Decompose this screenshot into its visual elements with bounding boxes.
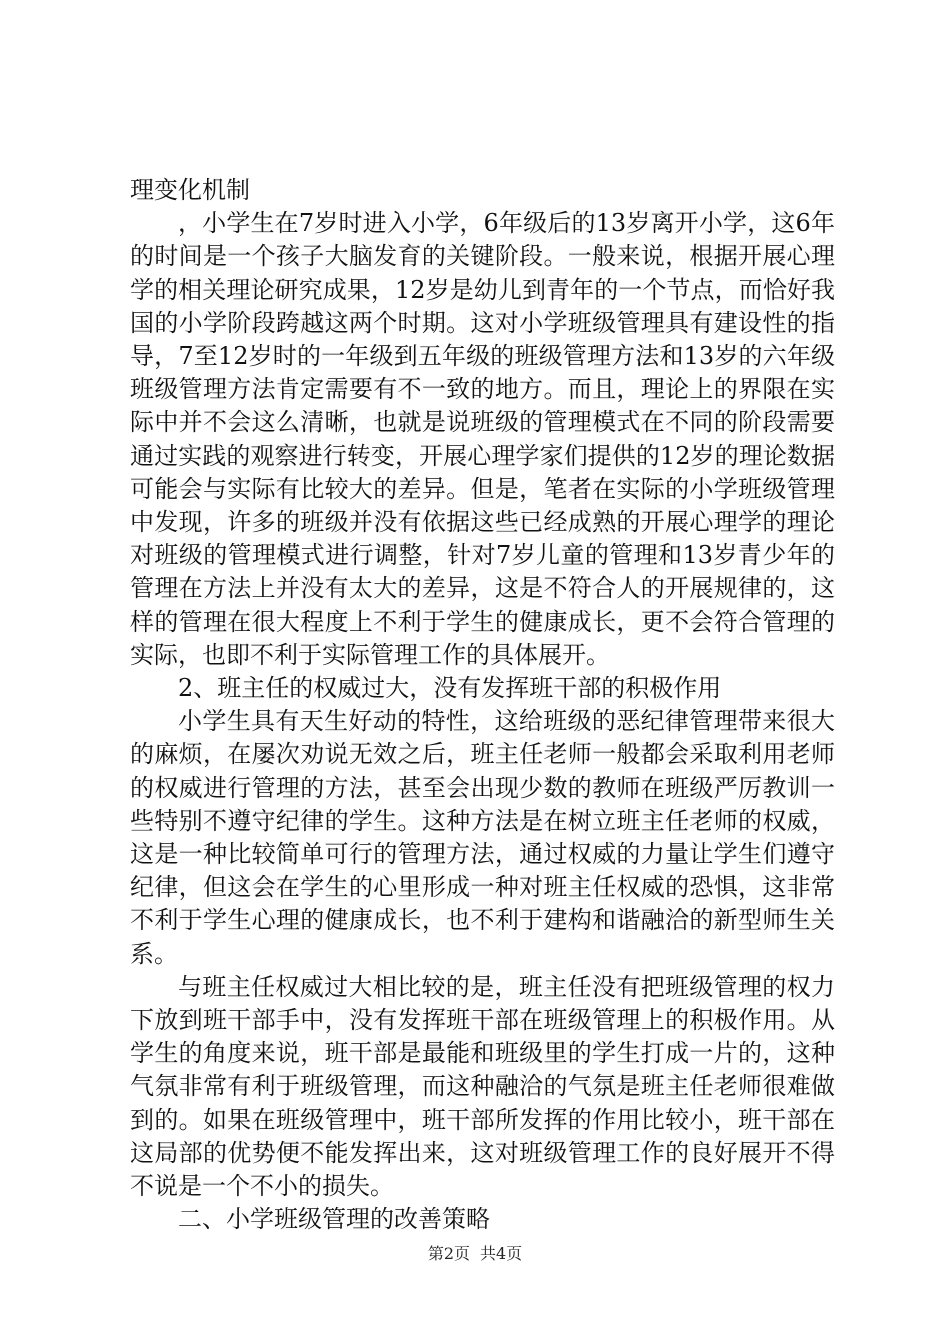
paragraph-teacher-authority: 小学生具有天生好动的特性，这给班级的恶纪律管理带来很大的麻烦，在屡次劝说无效之后，班主任老师一般都会采取利用老师的权威进行管理的方法，甚至会出现少数的教师在班级严厉教训一些特别不遵守纪律的学生。这种方法是在树立班主任老师的权威，这是一种比较简单可行的管理方法，通过权威的力量让学生们遵守纪律，但这会在学生的心里形成一种对班主任权威的恐惧，这非常不利于学生心理的健康成长，也不利于建构和谐融洽的新型师生关系。 (130, 707, 835, 968)
section-heading-improvement-strategies: 二、小学班级管理的改善策略 (178, 1205, 490, 1234)
paragraph-class-cadres: 与班主任权威过大相比较的是，班主任没有把班级管理的权力下放到班干部手中，没有发挥班干部在班级管理上的积极作用。从学生的角度来说，班干部是最能和班级里的学生打成一片的，这种气氛非常有利于班级管理，而这种融洽的气氛是班主任老师很难做到的。如果在班级管理中，班干部所发挥的作用比较小，班干部在这局部的优势便不能发挥出来，这对班级管理工作的良好展开不得不说是一个不小的损失。 (130, 972, 835, 1201)
page-footer (0, 1244, 950, 1264)
body-text (130, 174, 835, 1237)
page-total: 共4页 (480, 1244, 523, 1263)
paragraph-continuation: 理变化机制 (130, 176, 250, 204)
paragraph-development-stages: ，小学生在7岁时进入小学，6年级后的13岁离开小学，这6年的时间是一个孩子大脑发育的关键阶段。一般来说，根据开展心理学的相关理论研究成果，12岁是幼儿到青年的一个节点，而恰好我国的小学阶段跨越这两个时期。这对小学班级管理具有建设性的指导，7至12岁时的一年级到五年级的班级管理方法和13岁的六年级班级管理方法肯定需要有不一致的地方。而且，理论上的界限在实际中并不会这么清晰，也就是说班级的管理模式在不同的阶段需要通过实践的观察进行转变，开展心理学家们提供的12岁的理论数据可能会与实际有比较大的差异。但是，笔者在实际的小学班级管理中发现，许多的班级并没有依据这些已经成熟的开展心理学的理论对班级的管理模式进行调整，针对7岁儿童的管理和13岁青少年的管理在方法上并没有太大的差异，这是不符合人的开展规律的，这样的管理在很大程度上不利于学生的健康成长，更不会符合管理的实际，也即不利于实际管理工作的具体展开。 (130, 209, 835, 669)
page-number: 第2页 (427, 1244, 470, 1263)
section-heading-teacher-authority: 2、班主任的权威过大，没有发挥班干部的积极作用 (178, 674, 722, 703)
